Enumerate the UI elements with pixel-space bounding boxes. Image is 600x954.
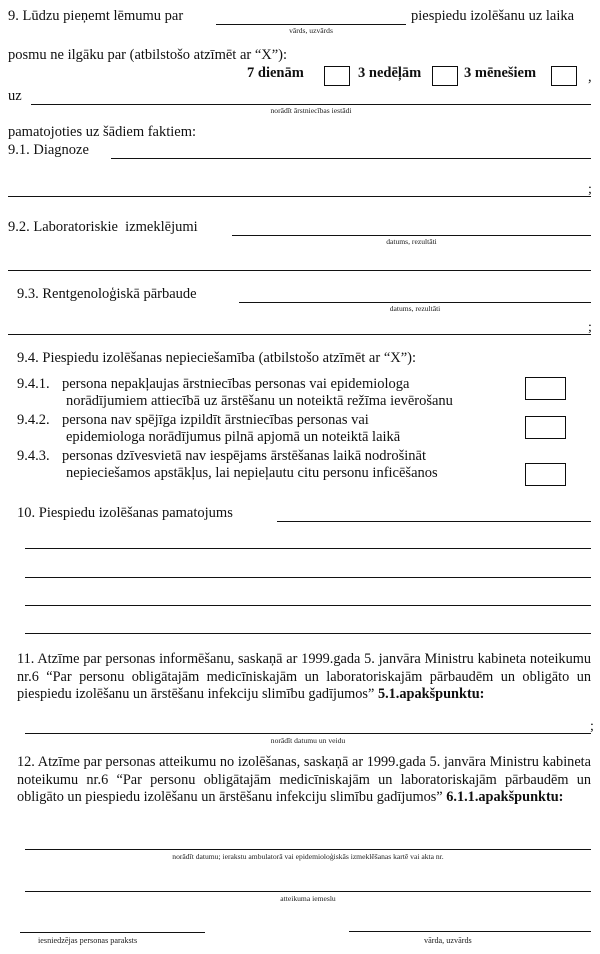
section-10-label: 10. Piespiedu izolēšanas pamatojums [17, 505, 233, 521]
section-9-3-label: 9.3. Rentgenoloģiskā pārbaude [17, 286, 197, 302]
section-9-4-3-line-1: personas dzīvesvietā nav iespējams ārstēšanas laikā nodrošināt [62, 448, 426, 464]
section-10-fill-line-4[interactable] [25, 605, 591, 606]
section-9-2-fill-line-1[interactable] [232, 235, 591, 236]
section-9-4-3-number: 9.4.3. [17, 448, 50, 464]
section-9-3-terminator: ; [588, 320, 592, 335]
duration-option-3-weeks-label: 3 nedēļām [358, 65, 422, 81]
section-9-4-1-line-2: norādījumiem attiecībā uz ārstēšanu un noteiktā režīma ievērošanu [66, 393, 453, 409]
section-12-bold-reference: 6.1.1.apakšpunktu: [446, 789, 564, 805]
duration-option-3-months-checkbox[interactable] [551, 66, 577, 86]
section-9-1-label: 9.1. Diagnoze [8, 142, 89, 158]
section-12-fill-line-2[interactable] [25, 891, 591, 892]
signature-line-left[interactable] [20, 932, 205, 933]
section-9-1-fill-line-2[interactable] [8, 196, 591, 197]
section-9-4-3-line-2: nepieciešamos apstākļus, lai nepieļautu citu personu inficēšanos [66, 465, 438, 481]
institution-label: uz [8, 88, 22, 104]
section-9-4-heading: 9.4. Piespiedu izolēšanas nepieciešamība (atbilstošo atzīmēt ar “X”): [17, 350, 417, 366]
section-12-fill-line-1[interactable] [25, 849, 591, 850]
section-12-caption-1: norādīt datumu; ierakstu ambulatorā vai epidemioloģiskās izmeklēšanas kartē vai akta nr. [172, 852, 444, 861]
duration-option-3-weeks-checkbox[interactable] [432, 66, 458, 86]
section-9-lead-before: 9. Lūdzu pieņemt lēmumu par [8, 8, 184, 24]
section-12-caption-2: atteikuma iemeslu [280, 894, 336, 903]
section-10-fill-line-1[interactable] [277, 521, 591, 522]
duration-option-7-days-checkbox[interactable] [324, 66, 350, 86]
signature-caption-right: vārda, uzvārds [424, 936, 472, 945]
section-11-text: 11. Atzīme par personas informēšanu, saskaņā ar 1999.gada 5. janvāra Ministru kabineta noteikumu nr.6 “Par personu obligātajām medicīniskajām un laboratoriskajām pārbaudēm un obligāto un piespiedu izolēšanu un ārstēšanu infekciju slimību gadījumos” [17, 651, 591, 702]
section-10-fill-line-3[interactable] [25, 577, 591, 578]
section-9-3-fill-line-1[interactable] [239, 302, 591, 303]
section-11-terminator: ; [590, 719, 594, 734]
section-9-lead-after: piespiedu izolēšanu uz laika [411, 8, 575, 24]
section-9-4-1-checkbox[interactable] [525, 377, 566, 400]
section-9-2-fill-line-2[interactable] [8, 270, 591, 271]
institution-fill-caption: norādīt ārstniecības iestādi [270, 106, 352, 115]
facts-intro: pamatojoties uz šādiem faktiem: [8, 124, 197, 140]
duration-row-trailing-comma: , [588, 69, 592, 85]
section-9-4-1-number: 9.4.1. [17, 376, 50, 392]
institution-fill-line[interactable] [31, 104, 591, 105]
signature-line-right[interactable] [349, 931, 591, 932]
section-11-body [17, 651, 591, 704]
section-11-fill-line[interactable] [25, 733, 591, 734]
section-9-3-caption: datums, rezultāti [389, 304, 441, 313]
section-12-body [17, 754, 591, 807]
name-fill-line[interactable] [216, 24, 406, 25]
section-9-4-2-line-1: persona nav spējīga izpildīt ārstniecības personas vai [62, 412, 369, 428]
section-11-bold-reference: 5.1.apakšpunktu: [377, 686, 485, 702]
section-9-3-fill-line-2[interactable] [8, 334, 591, 335]
section-9-2-caption: datums, rezultāti [386, 237, 437, 246]
signature-caption-left: iesniedzējas personas paraksts [38, 936, 138, 945]
duration-option-7-days-label: 7 dienām [247, 65, 304, 81]
section-9-1-fill-line-1[interactable] [111, 158, 591, 159]
section-9-4-3-checkbox[interactable] [525, 463, 566, 486]
section-9-4-1-line-1: persona nepakļaujas ārstniecības personas vai epidemiologa [62, 376, 410, 392]
section-11-caption: norādīt datumu un veidu [270, 736, 346, 745]
section-12-text: 12. Atzīme par personas atteikumu no izolēšanas, saskaņā ar 1999.gada 5. janvāra Ministru kabineta noteikumu nr.6 “Par personu obligātajām medicīniskajām un laboratoriskajām pārbaudēm un obligāto un piespiedu izolēšanu un ārstēšanu infekciju slimību gadījumos” [17, 754, 591, 805]
section-9-4-2-line-2: epidemiologa norādījumus pilnā apjomā un noteiktā laikā [66, 429, 401, 445]
section-9-4-2-checkbox[interactable] [525, 416, 566, 439]
duration-option-3-months-label: 3 mēnešiem [464, 65, 537, 81]
section-10-fill-line-5[interactable] [25, 633, 591, 634]
section-9-2-label: 9.2. Laboratoriskie izmeklējumi [8, 219, 198, 235]
section-9-duration-intro: posmu ne ilgāku par (atbilstošo atzīmēt ar “X”): [8, 47, 288, 63]
section-9-4-2-number: 9.4.2. [17, 412, 50, 428]
section-10-fill-line-2[interactable] [25, 548, 591, 549]
name-fill-caption: vārds, uzvārds [289, 26, 333, 35]
section-9-1-terminator: ; [588, 182, 592, 197]
